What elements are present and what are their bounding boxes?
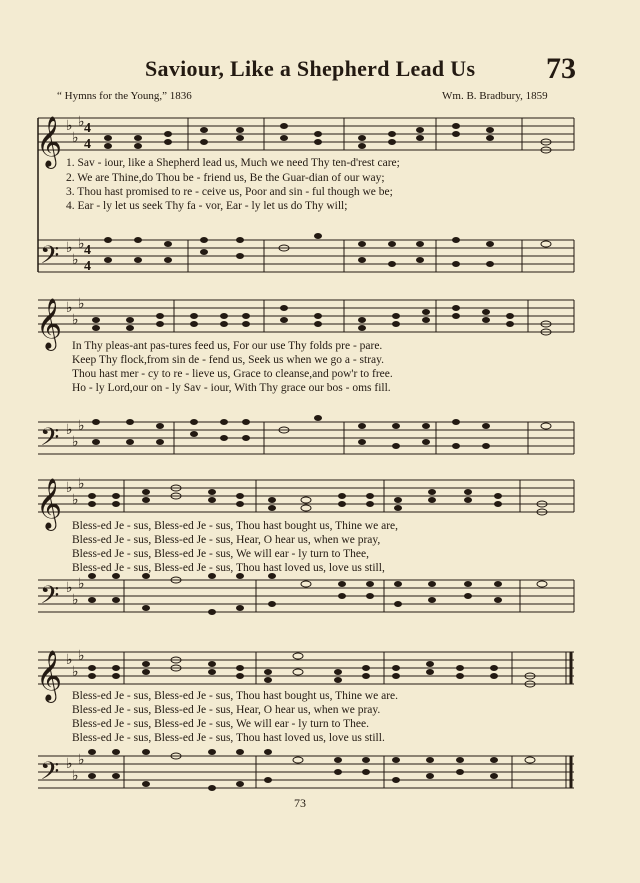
svg-text:♭: ♭ <box>72 768 79 784</box>
verse-line: Bless-ed Je - sus, Bless-ed Je - sus, Hear, O hear us, when we pray. <box>72 704 381 716</box>
svg-text:♭: ♭ <box>72 492 79 508</box>
svg-text:♭: ♭ <box>66 422 73 438</box>
svg-text:♭: ♭ <box>66 580 73 596</box>
treble-clef-icon: 𝄞 <box>36 478 63 529</box>
bass-notes <box>104 233 551 267</box>
verse-line: Keep Thy flock,from sin de - fend us, Seek us when we go a - stray. <box>72 354 385 366</box>
svg-text:♭: ♭ <box>72 130 79 146</box>
svg-text:♭: ♭ <box>66 756 73 772</box>
svg-text:4: 4 <box>84 259 91 274</box>
composer-credit: Wm. B. Bradbury, 1859 <box>442 90 548 102</box>
bass-clef-icon: 𝄢 <box>40 757 60 792</box>
verse-line: Thou hast mer - cy to re - lieve us, Grace to cleanse,and pow'r to free. <box>72 368 393 380</box>
svg-text:♭: ♭ <box>78 418 85 434</box>
svg-text:♭: ♭ <box>66 300 73 316</box>
text-source: “ Hymns for the Young,” 1836 <box>57 90 192 102</box>
svg-text:4: 4 <box>84 137 91 152</box>
treble-notes <box>92 305 551 335</box>
verse-line: 4. Ear - ly let us seek Thy fa - vor, Ear - ly let us do Thy will; <box>66 200 348 212</box>
verse-line: Bless-ed Je - sus, Bless-ed Je - sus, Thou hast loved us, love us still. <box>72 732 385 744</box>
verse-line: Bless-ed Je - sus, Bless-ed Je - sus, Thou hast bought us, Thine we are. <box>72 690 399 702</box>
svg-text:♭: ♭ <box>78 576 85 592</box>
svg-text:♭: ♭ <box>72 592 79 608</box>
bass-notes <box>92 415 551 449</box>
svg-text:♭: ♭ <box>66 240 73 256</box>
verse-line: Bless-ed Je - sus, Bless-ed Je - sus, Thou hast bought us, Thine we are, <box>72 520 399 532</box>
svg-text:♭: ♭ <box>78 476 85 492</box>
verse-line: Bless-ed Je - sus, Bless-ed Je - sus, Hear, O hear us, when we pray, <box>72 534 381 546</box>
bass-clef-icon: 𝄢 <box>40 241 60 276</box>
treble-clef-icon: 𝄞 <box>36 116 63 167</box>
svg-text:♭: ♭ <box>72 312 79 328</box>
svg-text:♭: ♭ <box>78 236 85 252</box>
bass-staff <box>38 422 574 454</box>
treble-staff <box>38 300 574 332</box>
verse-line: 2. We are Thine,do Thou be - friend us, Be the Guar-dian of our way; <box>66 172 385 184</box>
svg-text:4: 4 <box>84 121 91 136</box>
bass-staff <box>38 580 574 612</box>
verse-line: Bless-ed Je - sus, Bless-ed Je - sus, We will ear - ly turn to Thee. <box>72 718 369 730</box>
verse-line: 1. Sav - iour, like a Shepherd lead us, Much we need Thy ten-d'rest care; <box>66 157 400 169</box>
treble-clef-icon: 𝄞 <box>36 298 63 349</box>
svg-text:4: 4 <box>84 243 91 258</box>
svg-text:♭: ♭ <box>66 480 73 496</box>
verse-line: In Thy pleas-ant pas-tures feed us, For our use Thy folds pre - pare. <box>72 340 383 352</box>
bass-notes <box>88 573 547 615</box>
treble-staff <box>38 118 574 150</box>
svg-text:♭: ♭ <box>66 118 73 134</box>
verse-line: Bless-ed Je - sus, Bless-ed Je - sus, Thou hast loved us, love us still, <box>72 562 385 574</box>
bass-clef-icon: 𝄢 <box>40 581 60 616</box>
hymn-title: Saviour, Like a Shepherd Lead Us <box>145 56 476 81</box>
svg-text:♭: ♭ <box>78 752 85 768</box>
bar-lines <box>124 480 574 612</box>
page-number: 73 <box>294 796 306 810</box>
verse-line: 3. Thou hast promised to re - ceive us, Poor and sin - ful though we be; <box>66 186 393 198</box>
svg-text:♭: ♭ <box>78 114 85 130</box>
music-system-2 <box>0 286 640 476</box>
svg-text:♭: ♭ <box>72 434 79 450</box>
treble-clef-icon: 𝄞 <box>36 650 63 701</box>
svg-text:♭: ♭ <box>78 648 85 664</box>
svg-text:♭: ♭ <box>72 252 79 268</box>
verse-line: Ho - ly Lord,our on - ly Sav - iour, With Thy grace our bos - oms fill. <box>72 382 391 394</box>
treble-notes <box>104 123 551 153</box>
svg-text:♭: ♭ <box>78 296 85 312</box>
treble-notes <box>88 653 535 687</box>
verse-line: Bless-ed Je - sus, Bless-ed Je - sus, We will ear - ly turn to Thee, <box>72 548 369 560</box>
bass-notes <box>88 749 535 791</box>
svg-text:♭: ♭ <box>72 664 79 680</box>
svg-text:♭: ♭ <box>66 652 73 668</box>
bass-clef-icon: 𝄢 <box>40 423 60 458</box>
hymn-number: 73 <box>546 52 576 85</box>
treble-notes <box>88 485 547 515</box>
